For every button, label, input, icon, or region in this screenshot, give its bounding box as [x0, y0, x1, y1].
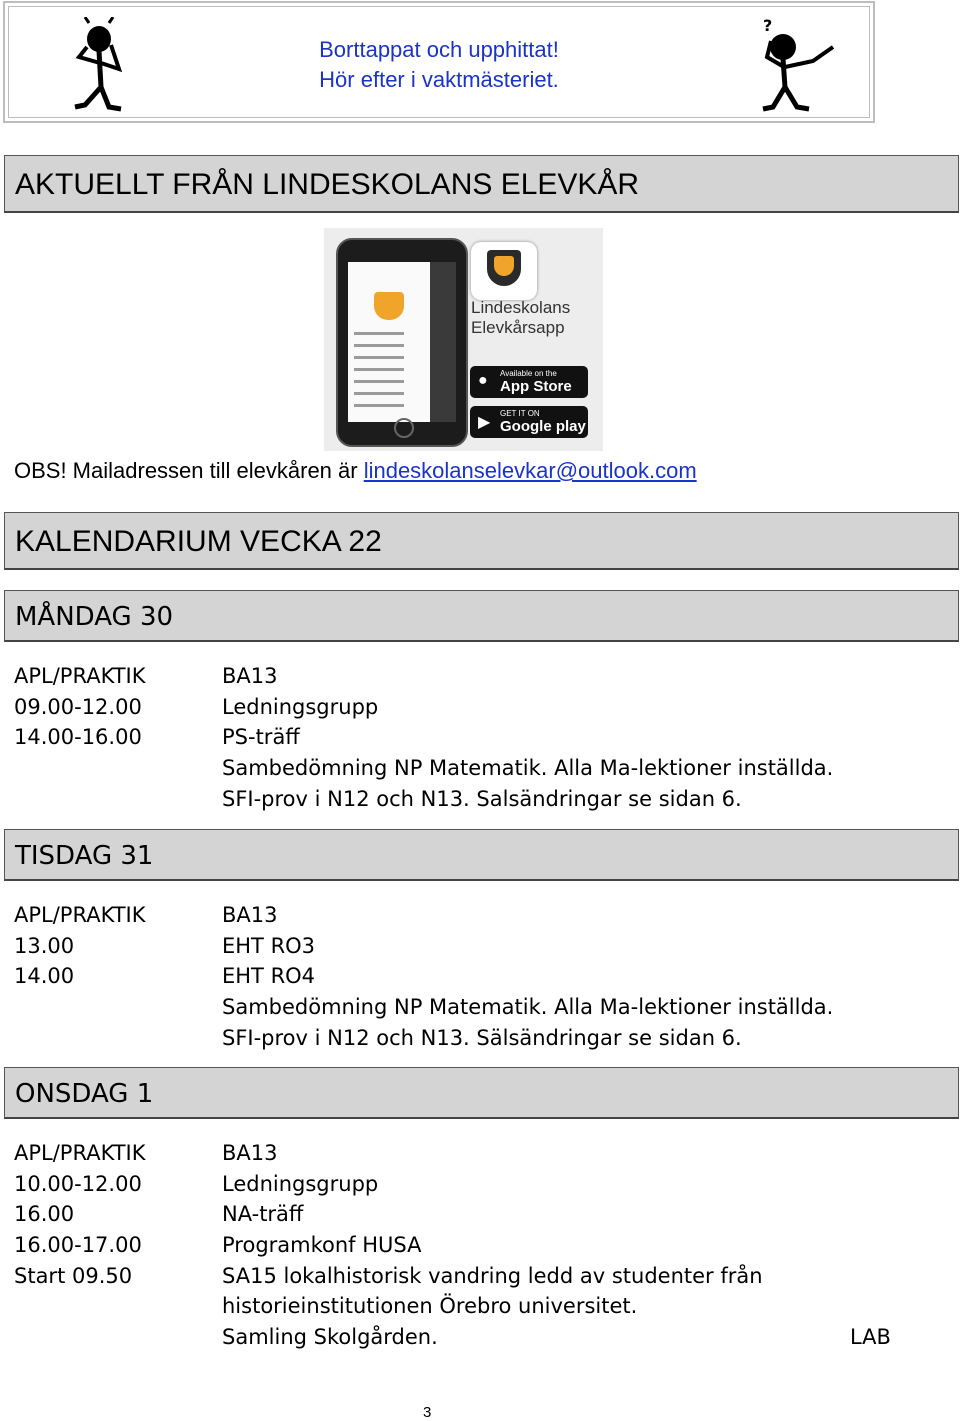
- lost-found-line-2: Hör efter i vaktmästeriet.: [319, 67, 559, 92]
- day-header-wednesday: [4, 1067, 959, 1119]
- schedule-text: Samling Skolgården.: [222, 1325, 438, 1349]
- schedule-text: SA15 lokalhistorisk vandring ledd av studenter från: [222, 1264, 763, 1288]
- schedule-time: 16.00: [14, 1202, 75, 1226]
- schedule-time: 14.00: [14, 964, 75, 988]
- schedule-time: 10.00-12.00: [14, 1172, 142, 1196]
- day-title: ONSDAG 1: [15, 1079, 154, 1109]
- svg-text:?: ?: [763, 17, 773, 35]
- schedule-text: Ledningsgrupp: [222, 1172, 379, 1196]
- schedule-time: APL/PRAKTIK: [14, 1141, 146, 1165]
- schedule-text: Sambedömning NP Matematik. Alla Ma-lektioner inställda.: [222, 756, 834, 780]
- play-icon: ▶: [478, 414, 491, 431]
- schedule-text: NA-träff: [222, 1202, 304, 1226]
- phone-illustration: [336, 238, 468, 447]
- schedule-time: 14.00-16.00: [14, 725, 142, 749]
- stick-figure-confused-icon: [753, 17, 843, 113]
- schedule-text: SFI-prov i N12 och N13. Sälsändringar se sidan 6.: [222, 1026, 742, 1050]
- location-label: LAB: [850, 1325, 891, 1349]
- schedule-text: Sambedömning NP Matematik. Alla Ma-lektioner inställda.: [222, 995, 834, 1019]
- schedule-text: EHT RO3: [222, 934, 316, 958]
- day-header-tuesday: [4, 829, 959, 881]
- schedule-text: EHT RO4: [222, 964, 316, 988]
- schedule-text: Ledningsgrupp: [222, 695, 379, 719]
- app-logo-icon: [471, 242, 537, 300]
- schedule-text: Programkonf HUSA: [222, 1233, 422, 1257]
- schedule-time: 16.00-17.00: [14, 1233, 142, 1257]
- schedule-time: APL/PRAKTIK: [14, 664, 146, 688]
- section-title: AKTUELLT FRÅN LINDESKOLANS ELEVKÅR: [15, 168, 640, 201]
- schedule-text: SFI-prov i N12 och N13. Salsändringar se sidan 6.: [222, 787, 742, 811]
- elevkar-app-image: [324, 228, 603, 451]
- schedule-text: BA13: [222, 664, 278, 688]
- stick-figure-thinking-icon: [67, 17, 131, 113]
- schedule-text: BA13: [222, 903, 278, 927]
- app-store-badge: ● Available on the App Store: [470, 366, 588, 398]
- apple-icon: ●: [478, 372, 488, 389]
- day-title: TISDAG 31: [15, 841, 154, 871]
- schedule-time: 09.00-12.00: [14, 695, 142, 719]
- schedule-text: BA13: [222, 1141, 278, 1165]
- schedule-time: APL/PRAKTIK: [14, 903, 146, 927]
- day-title: MÅNDAG 30: [15, 602, 174, 632]
- lost-found-line-1: Borttappat och upphittat!: [319, 37, 559, 62]
- page-number: 3: [423, 1404, 432, 1421]
- section-title-bar: [4, 155, 959, 213]
- schedule-time: 13.00: [14, 934, 75, 958]
- calendar-title-bar: [4, 512, 959, 570]
- email-link[interactable]: lindeskolanselevkar@outlook.com: [363, 458, 697, 483]
- google-play-badge: ▶ GET IT ON Google play: [470, 406, 588, 438]
- email-note: OBS! Mailadressen till elevkåren är lindeskolanselevkar@outlook.com: [14, 458, 697, 483]
- schedule-time: Start 09.50: [14, 1264, 133, 1288]
- day-header-monday: [4, 590, 959, 642]
- calendar-title: KALENDARIUM VECKA 22: [15, 525, 382, 558]
- schedule-text: historieinstitutionen Örebro universitet.: [222, 1294, 638, 1318]
- lost-found-box: [3, 1, 875, 123]
- app-name: Lindeskolans Elevkårsapp: [471, 298, 571, 337]
- schedule-text: PS-träff: [222, 725, 300, 749]
